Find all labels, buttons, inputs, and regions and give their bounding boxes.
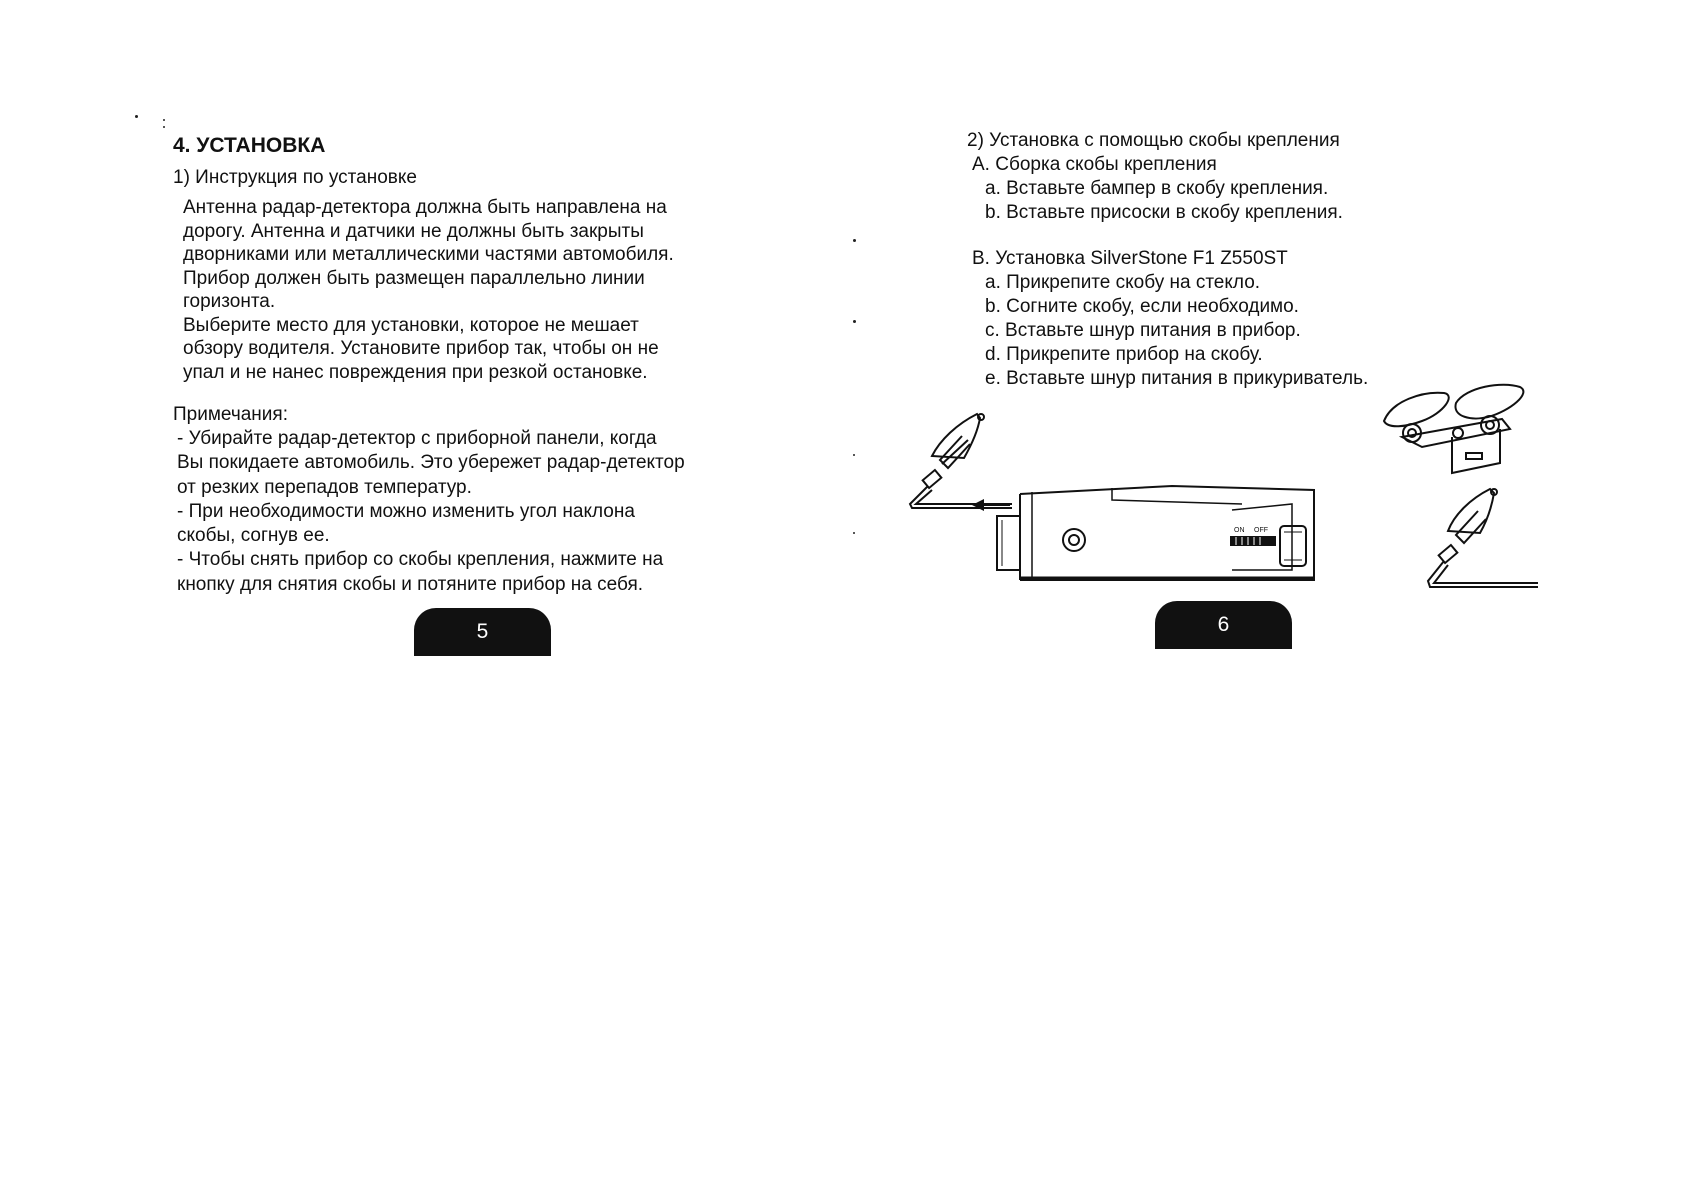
page-number-badge: 5 [414,608,551,656]
scan-speck [163,119,165,121]
text-line: скобы, согнув ее. [177,525,330,547]
step-b-item: e. Вставьте шнур питания в прикуриватель. [985,368,1369,389]
scan-speck [135,115,138,118]
switch-on-label: ON [1234,527,1245,534]
step-b-item: d. Прикрепите прибор на скобу. [985,344,1263,365]
right-page [842,0,1684,1191]
text-line: - Чтобы снять прибор со скобы крепления, нажмите на [177,549,664,571]
text-line: Антенна радар-детектора должна быть направлена на [183,197,667,218]
subsection-title: 1) Инструкция по установке [173,167,417,188]
text-line: упал и не нанес повреждения при резкой остановке. [183,361,648,383]
step-b-item: c. Вставьте шнур питания в прибор. [985,320,1301,341]
bracket-right-illustration [1408,485,1548,605]
text-line: кнопку для снятия скобы и потяните прибор на себя. [177,573,644,595]
power-switch-icon [1230,536,1276,546]
page-number-badge: 6 [1155,601,1292,649]
step-b-item: a. Прикрепите скобу на стекло. [985,272,1261,293]
switch-off-label: OFF [1254,527,1268,534]
text-line: - Убирайте радар-детектор с приборной панели, когда [177,428,657,449]
section-title: 4. УСТАНОВКА [173,134,326,157]
notes-title: Примечания: [173,404,288,425]
text-line: дорогу. Антенна и датчики не должны быть закрыты [183,220,644,242]
step-b-item: b. Согните скобу, если необходимо. [985,296,1299,317]
text-line: от резких перепадов температур. [177,476,472,498]
bracket-assembly-illustration [1382,383,1562,483]
notes-paragraph [177,427,685,597]
text-line: Выберите место для установки, которое не мешает [183,314,639,336]
subsection-title: 2) Установка с помощью скобы крепления [967,130,1340,151]
step-a-title: A. Сборка скобы крепления [972,154,1217,175]
suction-cup-icon [1448,489,1494,533]
scan-speck [163,126,165,128]
text-line: Вы покидаете автомобиль. Это убережет радар-детектор [177,452,685,474]
step-b-title: B. Установка SilverStone F1 Z550ST [972,248,1288,269]
radar-detector-illustration [992,470,1322,595]
step-a-item: b. Вставьте присоски в скобу крепления. [985,202,1343,223]
instruction-paragraph [183,196,674,384]
text-line: обзору водителя. Установите прибор так, чтобы он не [183,338,659,359]
text-line: - При необходимости можно изменить угол наклона [177,500,635,522]
step-a-item: a. Вставьте бампер в скобу крепления. [985,178,1329,199]
text-line: дворниками или металлическими частями автомобиля. [183,244,674,265]
text-line: Прибор должен быть размещен параллельно линии [183,267,645,289]
suction-cup-icon [1455,385,1523,419]
text-line: горизонта. [183,291,276,312]
suction-cup-icon [1384,393,1449,427]
